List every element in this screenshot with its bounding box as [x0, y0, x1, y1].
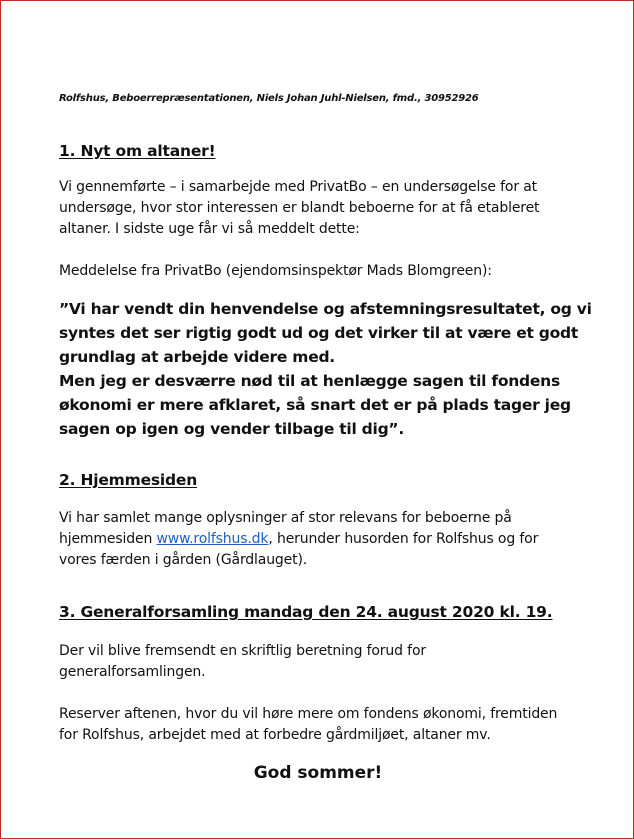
- paragraph-line: Reserver aftenen, hvor du vil høre mere om fondens økonomi, fremtiden: [59, 706, 558, 722]
- privatbo-notice: [59, 261, 579, 282]
- quote-line: syntes det ser rigtig godt ud og det virker til at være et godt: [59, 324, 579, 342]
- paragraph-line: undersøge, hvor stor interessen er blandt beboerne for at få etableret: [59, 200, 540, 216]
- website-link[interactable]: www.rolfshus.dk: [156, 531, 269, 547]
- section2-paragraph: [59, 508, 579, 571]
- text-segment: , herunder husorden for Rolfshus og for: [268, 531, 539, 547]
- section1-paragraph: [59, 177, 579, 240]
- section3-paragraph-1: [59, 641, 579, 683]
- section-title-generalforsamling: 3. Generalforsamling mandag den 24. august 2020 kl. 19.: [59, 603, 553, 621]
- section3-paragraph-2: [59, 704, 579, 746]
- paragraph-line: generalforsamlingen.: [59, 664, 206, 680]
- section-title-hjemmesiden: 2. Hjemmesiden: [59, 471, 198, 489]
- text-segment: hjemmesiden: [59, 531, 157, 547]
- closing-greeting: God sommer!: [253, 763, 383, 783]
- section-title-altaner: 1. Nyt om altaner!: [59, 142, 216, 160]
- document-header: Rolfshus, Beboerrepræsentationen, Niels Johan Juhl-Nielsen, fmd., 30952926: [59, 93, 479, 104]
- privatbo-quote: [59, 297, 599, 441]
- quote-line: økonomi er mere afklaret, så snart det er på plads tager jeg: [59, 396, 571, 414]
- quote-line: sagen op igen og vender tilbage til dig”.: [59, 420, 405, 438]
- paragraph-line: vores færden i gården (Gårdlauget).: [59, 552, 308, 568]
- quote-line: grundlag at arbejde videre med.: [59, 348, 335, 366]
- paragraph-line: altaner. I sidste uge får vi så meddelt dette:: [59, 221, 360, 237]
- paragraph-line: for Rolfshus, arbejdet med at forbedre gårdmiljøet, altaner mv.: [59, 727, 491, 743]
- paragraph-line: [59, 529, 579, 550]
- paragraph-line: Der vil blive fremsendt en skriftlig beretning forud for: [59, 643, 426, 659]
- quote-line: ”Vi har vendt din henvendelse og afstemningsresultatet, og vi: [59, 300, 592, 318]
- notice-line: Meddelelse fra PrivatBo (ejendomsinspektør Mads Blomgreen):: [59, 263, 492, 279]
- quote-line: Men jeg er desværre nød til at henlægge sagen til fondens: [59, 372, 560, 390]
- paragraph-line: Vi gennemførte – i samarbejde med PrivatBo – en undersøgelse for at: [59, 179, 538, 195]
- paragraph-line: Vi har samlet mange oplysninger af stor relevans for beboerne på: [59, 510, 512, 526]
